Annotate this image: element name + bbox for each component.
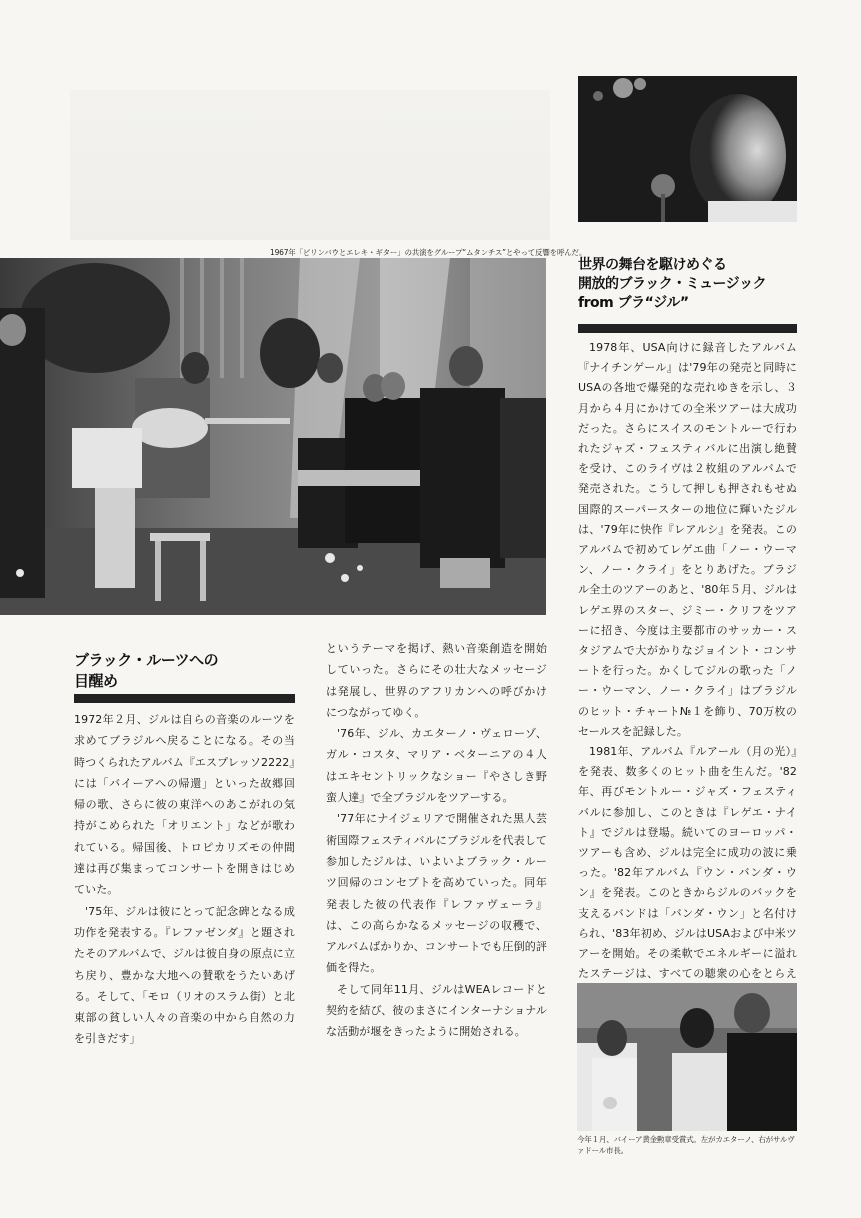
faded-title-area [70,90,550,240]
paragraph: '76年、ジル、カエターノ・ヴェローゾ、ガル・コスタ、マリア・ベターニアの４人はエキセントリックなショー『やさしき野蛮人達』で全ブラジルをツアーする。 [326,727,547,805]
paragraph: '77年にナイジェリアで開催された黒人芸術国際フェスティバルにブラジルを代表して参加したジルは、いよいよブラック・ルーツ回帰のコンセプトを高めていった。同年発表した彼の代表作『レファヴェーラ』は、この高らかなるメッセージの収穫で、アルバムばかりか、コンサートでも圧倒的評価を得た。 [326,812,547,975]
paragraph: '75年、ジルは彼にとって記念碑となる成功作を発表する。『レファゼンダ』と題されたそのアルバムで、ジルは彼自身の原点に立ち戻り、豊かな大地への賛歌をうたいあげる。そして、「モロ（リオのスラム街）と北東部の貧しい人々の音楽の中から自然の力を引きだす」 [74,904,295,1046]
left-column-text [74,709,295,1050]
heading-line: 世界の舞台を駆けめぐる [578,257,727,273]
portrait-photo [578,76,797,222]
paragraph: 1981年、アルバム『ルアール（月の光）』を発表、数多くのヒット曲を生んだ。'82年、再びモントルー・ジャズ・フェスティバルに参加し、このときは『レゲエ・ナイト』でジルは登場。続いてのヨーロッパ・ツアーも含め、ジルは完全に成功の波に乗った。'82年アルバム『ウン・バンダ・ウン』を発表。このときからジルのバックを支えるバンドは「バンダ・ウン」と名付けられ、'83年初め、ジルはUSAおよび中米ツアーを開始。その柔軟でエネルギーに溢れたステージは、すべての聴衆の心をとらえ [578,745,797,981]
section-heading-world-stage [578,256,797,313]
concert-photo-caption: 1967年「ビリンバウとエレキ・ギター」の共演をグループ“ムタンチス”とやって反響を呼んだ。 [270,248,587,257]
concert-photo [0,258,546,615]
heading-line: from ブラ“ジル” [578,295,689,311]
paragraph: 1972年２月、ジルは自らの音楽のルーツを求めてブラジルへ戻ることになる。その当時つくられたアルバム『エスプレッソ2222』には「バイーアへの帰還」といった故郷回帰の歌、さらに彼の東洋へのあこがれの気持がこめられた「オリエント」などが歌われている。帰国後、トロピカリズモの仲間達は再び集まってコンサートを開きはじめていた。 [74,713,295,897]
middle-column-text [326,638,547,1043]
heading-line: 開放的ブラック・ミュージック [578,276,767,292]
section-heading-black-roots [74,650,218,692]
heading-rule [74,694,295,703]
paragraph: というテーマを掲げ、熱い音楽創造を開始していった。さらにその壮大なメッセージは発展し、世界のアフリカンへの呼びかけにつながってゆく。 [326,642,547,719]
heading-line: ブラック・ルーツへの [74,651,219,669]
heading-rule [578,324,797,333]
award-ceremony-photo [577,983,797,1131]
paragraph: そして同年11月、ジルはWEAレコードと契約を結び、彼のまさにインターナショナルな活動が堰をきったように開始される。 [326,982,547,1039]
heading-line: 目醒め [74,672,118,690]
award-photo-caption: 今年１月、バイーア黄金勲章受賞式。左がカエターノ、右がサルヴァドール市長。 [577,1135,795,1155]
paragraph: 1978年、USA向けに録音したアルバム『ナイチンゲール』は'79年の発売と同時にUSAの各地で爆発的な売れゆきを示し、３月から４月にかけての全米ツアーは大成功だった。さらにスイスのモントルーで行われたジャズ・フェスティバルに出演し絶賛を受け、このライヴは２枚組のアルバムで発売された。こうして押しも押されもせぬ国際的スーパースターの地位に輝いたジルは、'79年に快作『レアルシ』を発表。このアルバムで初めてレゲエ曲「ノー・ウーマン、ノー・クライ」をとりあげた。ブラジル全土のツアーのあと、'80年５月、ジルはレゲエ界のスター、ジミー・クリフをツアーに招き、今度は主要都市のサッカー・スタジアムで大がかりなジョイント・コンサートを行った。かくしてジルの歌った「ノー・ウーマン、ノー・クライ」はブラジルのヒット・チャート№１を飾り、70万枚のセールスを記録した。 [578,341,797,738]
